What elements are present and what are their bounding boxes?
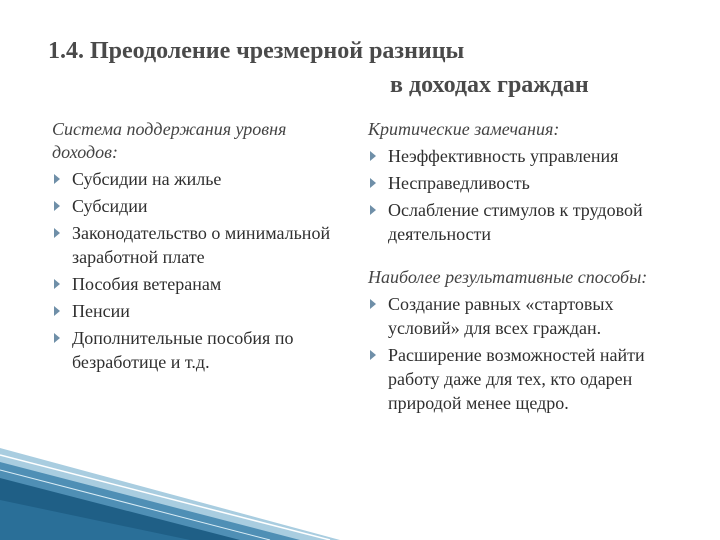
methods-list [368,292,688,415]
bullet-arrow-icon [54,228,60,238]
left-list [52,167,352,374]
list-item: Законодательство о минимальной заработной плате [52,221,352,269]
list-item: Неэффективность управления [368,144,688,168]
list-item: Создание равных «стартовых условий» для всех граждан. [368,292,688,340]
list-item: Пенсии [52,299,352,323]
bullet-arrow-icon [370,151,376,161]
left-column [52,118,352,377]
bullet-arrow-icon [370,299,376,309]
bullet-arrow-icon [370,350,376,360]
list-item: Несправедливость [368,171,688,195]
list-item: Субсидии на жилье [52,167,352,191]
bullet-arrow-icon [370,205,376,215]
bullet-arrow-icon [54,201,60,211]
list-item: Дополнительные пособия по безработице и т.д. [52,326,352,374]
critique-list [368,144,688,246]
bullet-arrow-icon [54,333,60,343]
bullet-arrow-icon [370,178,376,188]
title-line-1: 1.4. Преодоление чрезмерной разницы [48,38,465,64]
right-column [368,118,688,418]
bullet-arrow-icon [54,174,60,184]
effective-methods-heading: Наиболее результативные способы: [368,267,648,287]
left-heading: Система поддержания уровня доходов: [52,119,287,162]
slide-title [48,34,668,102]
list-item: Расширение возможностей найти работу даже для тех, кто одарен природой менее щедро. [368,343,688,415]
list-item: Пособия ветеранам [52,272,352,296]
bullet-arrow-icon [54,306,60,316]
list-item: Субсидии [52,194,352,218]
critique-heading: Критические замечания: [368,119,560,139]
title-line-2: в доходах граждан [390,72,589,98]
bullet-arrow-icon [54,279,60,289]
list-item: Ослабление стимулов к трудовой деятельности [368,198,688,246]
